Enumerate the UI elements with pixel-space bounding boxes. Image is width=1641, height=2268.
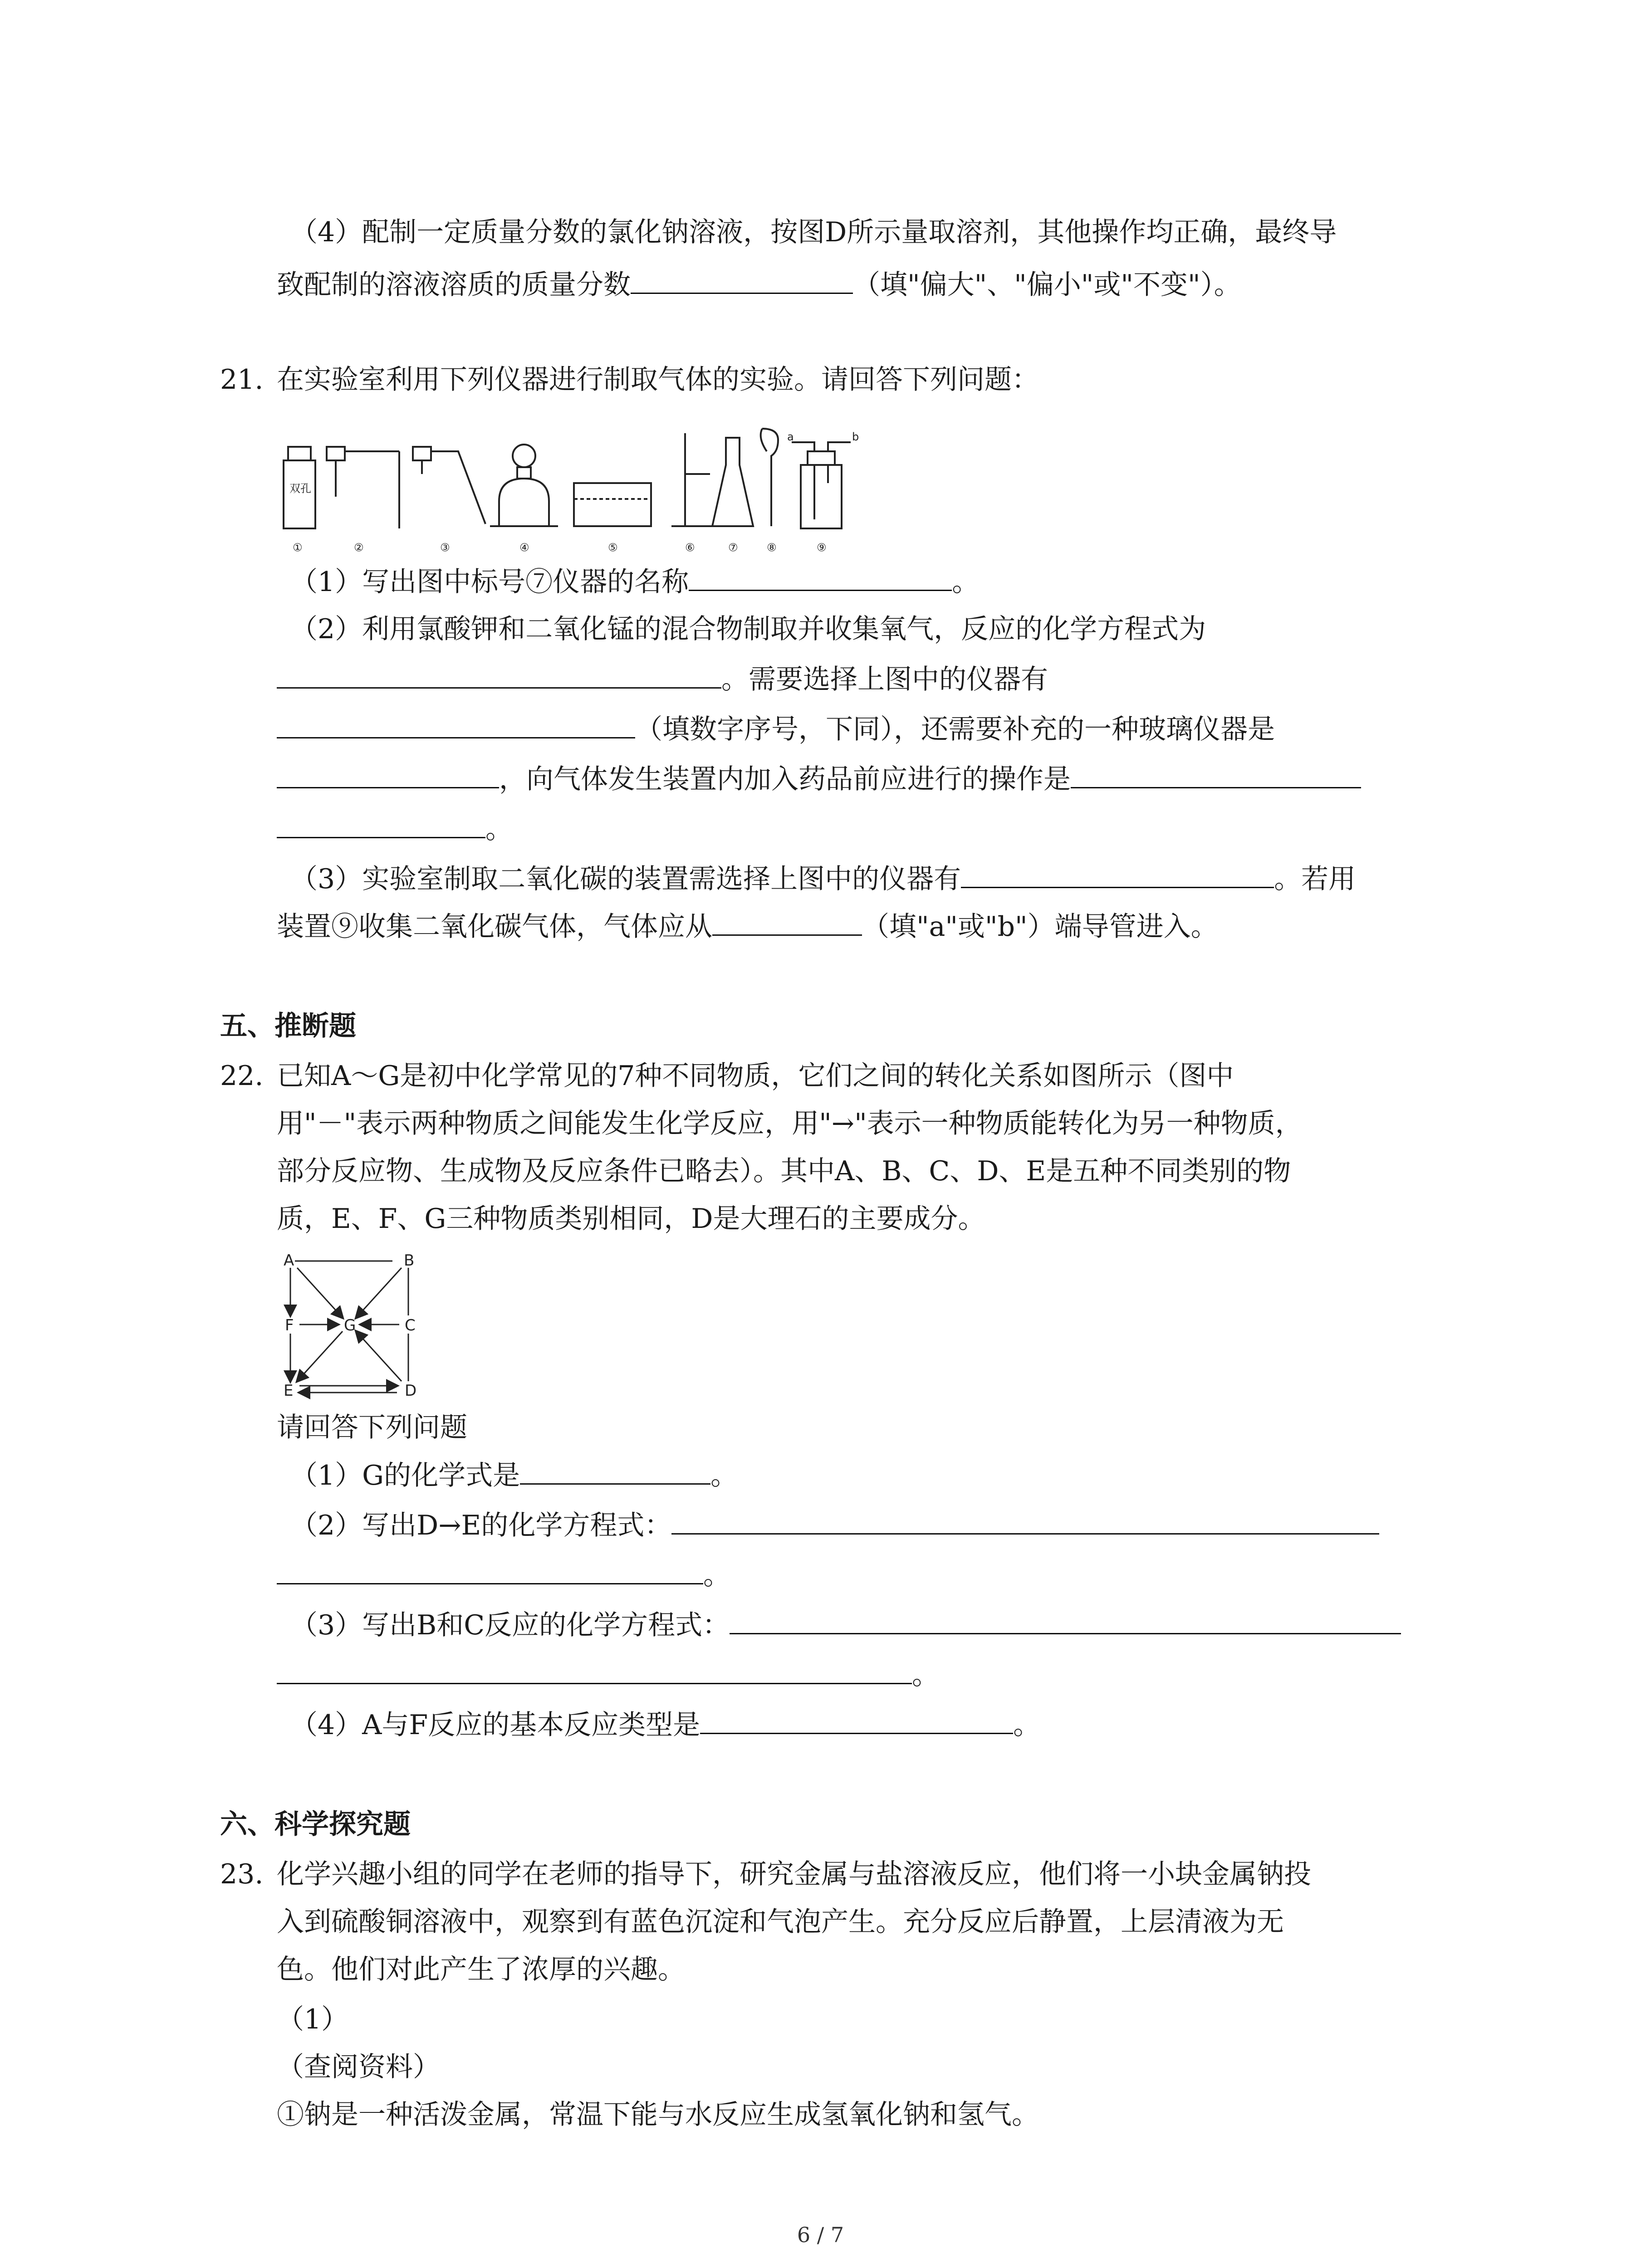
q21-p2-glass-blank[interactable]: [277, 760, 499, 788]
q21-p2-end: 。: [485, 813, 513, 845]
label-5: ⑤: [608, 541, 618, 554]
q22-p4-text: （4）A与F反应的基本反应类型是: [290, 1709, 700, 1741]
edge-a-g: [297, 1268, 343, 1318]
q22-p3-blank-2[interactable]: [277, 1656, 912, 1684]
label-9: ⑨: [817, 541, 827, 554]
q21-p2-line5: [277, 810, 513, 848]
q21-p2-line3: [277, 710, 1275, 748]
q22-p2: [290, 1506, 1379, 1545]
q21-p3-text1: （3）实验室制取二氧化碳的装置需选择上图中的仪器有: [290, 863, 961, 895]
q21-p3-line2: [277, 907, 1218, 946]
q23-line-3: 色。他们对此产生了浓厚的兴趣。: [277, 1954, 685, 1985]
q21-stem: 在实验室利用下列仪器进行制取气体的实验。请回答下列问题：: [277, 364, 1039, 396]
q22-number: 22.: [220, 1060, 264, 1092]
apparatus-7-conical-flask: [712, 438, 753, 526]
q20-4-text: 致配制的溶液溶质的质量分数: [277, 269, 631, 301]
label-4: ④: [519, 541, 529, 554]
label-1: ①: [293, 541, 303, 554]
q22-stem-4: 质，E、F、G三种物质类别相同，D是大理石的主要成分。: [277, 1203, 985, 1235]
q21-p1-blank[interactable]: [689, 562, 952, 591]
q22-p3: [290, 1606, 1401, 1644]
q22-p2-blank-2[interactable]: [277, 1556, 703, 1584]
apparatus-6-iron-stand: [671, 433, 712, 526]
q21-p3-text4: （填"a"或"b"）端导管进入。: [862, 911, 1218, 943]
section-6-title: 六、科学探究题: [220, 1809, 411, 1840]
q22-stem-1: 已知A～G是初中化学常见的7种不同物质，它们之间的转化关系如图所示（图中: [277, 1060, 1234, 1092]
q20-4-answer-blank[interactable]: [631, 265, 853, 294]
edge-d-g: [356, 1331, 402, 1381]
node-g: G: [344, 1316, 356, 1334]
section-5-title: 五、推断题: [220, 1010, 356, 1042]
apparatus-4-alcohol-lamp: [490, 445, 558, 526]
q21-p2-operation-blank[interactable]: [1071, 760, 1361, 788]
q23-sub-1: （1）: [277, 2004, 349, 2035]
q21-p2-operation-blank-2[interactable]: [277, 810, 485, 838]
q21-p3-port-blank[interactable]: [712, 907, 862, 936]
q22-p3-end: 。: [912, 1659, 939, 1691]
node-e: E: [284, 1382, 294, 1399]
q22-p4-end: 。: [1013, 1709, 1041, 1741]
apparatus-5-water-trough: [574, 483, 651, 526]
edge-b-g: [356, 1268, 402, 1318]
q22-stem-2: 用"－"表示两种物质之间能发生化学反应，用"→"表示一种物质能转化为另一种物质，: [277, 1108, 1303, 1139]
edge-g-e: [297, 1331, 343, 1381]
node-b: B: [404, 1251, 415, 1270]
q21-p3-text3: 装置⑨收集二氧化碳气体，气体应从: [277, 911, 712, 943]
q22-p1-end: 。: [710, 1460, 738, 1491]
q21-p3-line1: [290, 860, 1356, 898]
q21-p2-text4: ，向气体发生装置内加入药品前应进行的操作是: [499, 763, 1071, 795]
node-d: D: [405, 1382, 417, 1399]
q21-p3-text2: 。若用: [1274, 863, 1356, 895]
q20-4-line2: [277, 265, 1241, 304]
q23-sub-3: ①钠是一种活泼金属，常温下能与水反应生成氢氧化钠和氢气。: [277, 2099, 1039, 2131]
q21-p2-line2: [277, 660, 1048, 699]
relationship-diagram: [277, 1250, 426, 1399]
q21-p2-equation-blank[interactable]: [277, 660, 721, 689]
node-c: C: [405, 1316, 416, 1334]
apparatus-figure: [277, 424, 867, 556]
q22-p3-cont: [277, 1656, 939, 1694]
label-a: a: [787, 430, 794, 443]
q21-p2-text2: 。需要选择上图中的仪器有: [721, 664, 1048, 695]
q23-sub-2: （查阅资料）: [277, 2051, 440, 2083]
q22-p2-text: （2）写出D→E的化学方程式：: [290, 1510, 672, 1541]
q22-p4-blank[interactable]: [700, 1706, 1013, 1734]
q22-prompt: 请回答下列问题: [277, 1412, 467, 1443]
q22-p2-cont: [277, 1556, 730, 1594]
page-number: 6 / 7: [797, 2223, 844, 2247]
label-3: ③: [440, 541, 450, 554]
q21-number: 21.: [220, 364, 264, 396]
node-a: A: [284, 1251, 294, 1270]
q22-p1-blank[interactable]: [520, 1456, 710, 1485]
q23-line-1: 化学兴趣小组的同学在老师的指导下，研究金属与盐溶液反应，他们将一小块金属钠投: [277, 1858, 1311, 1890]
apparatus-9-gas-bottle: [792, 442, 851, 528]
label-8: ⑧: [767, 541, 777, 554]
q21-p1-text: （1）写出图中标号⑦仪器的名称: [290, 566, 689, 598]
label-b: b: [852, 430, 859, 443]
label-2: ②: [354, 541, 364, 554]
q22-p1-text: （1）G的化学式是: [290, 1460, 520, 1491]
q22-p3-text: （3）写出B和C反应的化学方程式：: [290, 1609, 730, 1641]
q20-4-line1: （4）配制一定质量分数的氯化钠溶液，按图D所示量取溶剂，其他操作均正确，最终导: [290, 216, 1337, 248]
q23-number: 23.: [220, 1858, 264, 1890]
node-f: F: [285, 1316, 294, 1334]
q22-p4: [290, 1706, 1040, 1744]
q21-p2-line4: [277, 760, 1361, 798]
label-7: ⑦: [728, 541, 738, 554]
q22-p1: [290, 1456, 738, 1495]
apparatus-2-delivery-tube: [327, 447, 399, 528]
q20-4-hint: （填"偏大"、"偏小"或"不变"）。: [853, 269, 1241, 301]
apparatus-8-long-neck-funnel: [761, 429, 778, 526]
q21-p2-line1: （2）利用氯酸钾和二氧化锰的混合物制取并收集氧气，反应的化学方程式为: [290, 613, 1206, 645]
q21-p3-apparatus-blank[interactable]: [961, 860, 1274, 888]
q23-line-2: 入到硫酸铜溶液中，观察到有蓝色沉淀和气泡产生。充分反应后静置，上层清液为无: [277, 1906, 1284, 1938]
q22-p2-end: 。: [703, 1559, 730, 1591]
q22-p2-blank[interactable]: [671, 1506, 1379, 1535]
q22-p3-blank[interactable]: [730, 1606, 1401, 1634]
label-6: ⑥: [685, 541, 695, 554]
q21-p2-apparatus-blank[interactable]: [277, 710, 635, 738]
q22-stem-3: 部分反应物、生成物及反应条件已略去）。其中A、B、C、D、E是五种不同类别的物: [277, 1155, 1291, 1187]
q21-p2-text3: （填数字序号，下同），还需要补充的一种玻璃仪器是: [635, 714, 1275, 745]
apparatus-3-bent-tube: [413, 447, 485, 524]
label-two-hole: 双孔: [289, 482, 311, 495]
q21-p1: [290, 562, 979, 601]
q21-p1-end: 。: [952, 566, 980, 598]
